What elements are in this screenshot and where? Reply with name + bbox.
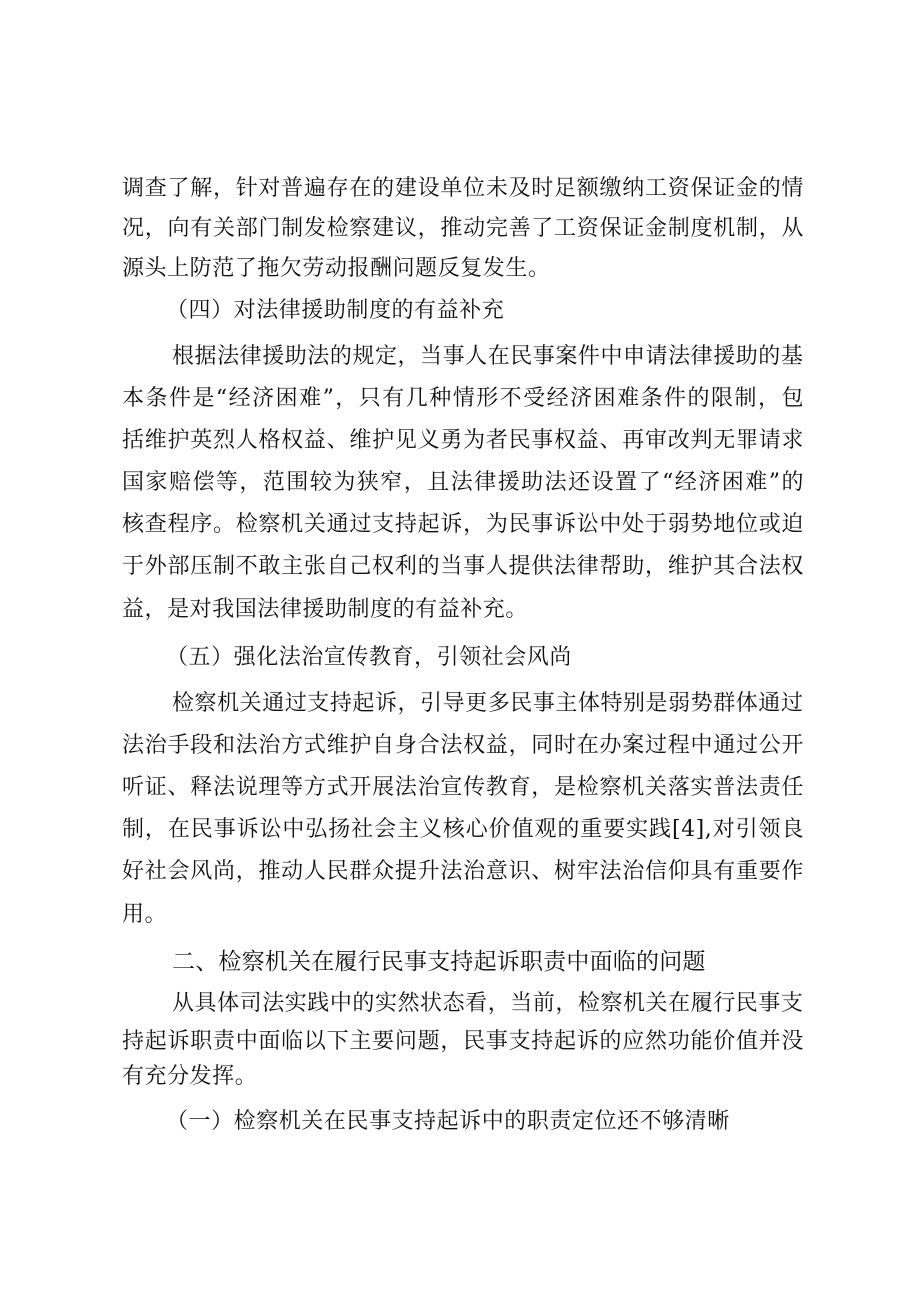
subheading-four: （四）对法律援助制度的有益补充: [166, 298, 505, 323]
paragraph-line: 况，向有关部门制发检察建议，推动完善了工资保证金制度机制，从: [122, 216, 804, 241]
paragraph-line: 核查程序。检察机关通过支持起诉，为民事诉讼中处于弱势地位或迫: [122, 512, 804, 537]
paragraph-line: 从具体司法实践中的实然状态看，当前，检察机关在履行民事支: [172, 991, 804, 1016]
paragraph-line: 好社会风尚，推动人民群众提升法治意识、树牢法治信仰具有重要作: [122, 859, 804, 884]
subheading-five: （五）强化法治宣传教育，引领社会风尚: [166, 645, 572, 670]
paragraph-line: 调查了解，针对普遍存在的建设单位未及时足额缴纳工资保证金的情: [122, 176, 804, 201]
paragraph-line: 检察机关通过支持起诉，引导更多民事主体特别是弱势群体通过: [172, 691, 804, 716]
paragraph-line: 本条件是“经济困难”，只有几种情形不受经济困难条件的限制，包: [122, 386, 804, 411]
paragraph-line: 制，在民事诉讼中弘扬社会主义核心价值观的重要实践[4],对引领良: [122, 817, 804, 842]
paragraph-line: 听证、释法说理等方式开展法治宣传教育，是检察机关落实普法责任: [122, 775, 804, 800]
paragraph-line: 源头上防范了拖欠劳动报酬问题反复发生。: [122, 256, 551, 281]
paragraph-line: 益，是对我国法律援助制度的有益补充。: [122, 597, 528, 622]
paragraph-line: 国家赔偿等，范围较为狭窄，且法律援助法还设置了“经济困难”的: [122, 470, 804, 495]
paragraph-line: 根据法律援助法的规定，当事人在民事案件中申请法律援助的基: [172, 344, 804, 369]
paragraph-line: 法治手段和法治方式维护自身合法权益，同时在办案过程中通过公开: [122, 733, 804, 758]
paragraph-line: 用。: [122, 902, 168, 927]
section-heading: 二、检察机关在履行民事支持起诉职责中面临的问题: [172, 949, 706, 975]
subheading-one: （一）检察机关在民事支持起诉中的职责定位还不够清晰: [166, 1109, 730, 1134]
paragraph-line: 有充分发挥。: [122, 1064, 258, 1089]
paragraph-line: 持起诉职责中面临以下主要问题，民事支持起诉的应然功能价值并没: [122, 1029, 804, 1054]
paragraph-line: 于外部压制不敢主张自己权利的当事人提供法律帮助，维护其合法权: [122, 554, 804, 579]
paragraph-line: 括维护英烈人格权益、维护见义勇为者民事权益、再审改判无罪请求: [122, 428, 804, 453]
